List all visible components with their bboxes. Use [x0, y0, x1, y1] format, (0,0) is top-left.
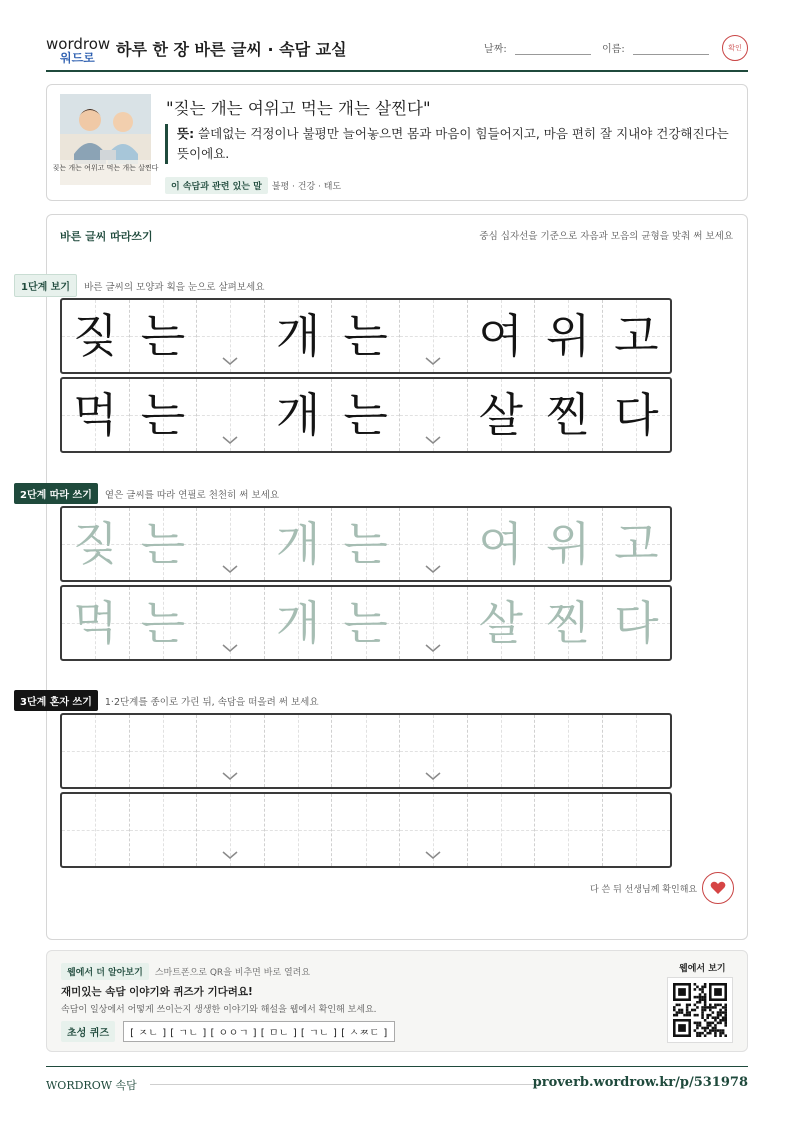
writing-cell[interactable]	[535, 508, 603, 580]
meaning-label: 뜻:	[177, 126, 195, 141]
writing-cell[interactable]	[197, 715, 265, 787]
word-space-chevron-icon	[221, 850, 239, 860]
writing-cell[interactable]	[535, 379, 603, 451]
word-space-chevron-icon	[221, 771, 239, 781]
writing-cell[interactable]	[400, 379, 468, 451]
writing-cell[interactable]	[265, 794, 333, 866]
writing-cell[interactable]	[197, 300, 265, 372]
writing-cell[interactable]	[332, 715, 400, 787]
writing-cell[interactable]	[400, 794, 468, 866]
writing-row[interactable]	[60, 377, 672, 453]
heart-icon	[710, 881, 726, 895]
word-space-chevron-icon	[221, 643, 239, 653]
logo-wordmark: wordrow	[46, 35, 111, 53]
word-space-chevron-icon	[424, 435, 442, 445]
writing-cell[interactable]	[467, 715, 535, 787]
writing-cell[interactable]	[400, 508, 468, 580]
model-character: 여	[478, 517, 523, 571]
model-character: 고	[614, 309, 659, 363]
word-space-chevron-icon	[424, 564, 442, 574]
quiz-label: 초성 퀴즈	[61, 1021, 115, 1042]
writing-cell[interactable]	[130, 587, 198, 659]
writing-cell[interactable]	[535, 715, 603, 787]
model-character: 살	[478, 388, 523, 442]
writing-cell[interactable]	[62, 715, 130, 787]
web-desc: 속담이 일상에서 어떻게 쓰이는지 생생한 이야기와 해설을 웹에서 확인해 보세요.	[61, 1005, 377, 1015]
step1-badge: 1단계 보기	[14, 274, 77, 297]
writing-cell[interactable]	[535, 587, 603, 659]
web-tag-desc: 스마트폰으로 QR을 비추면 바로 열려요	[154, 968, 311, 978]
practice-hint: 중심 십자선을 기준으로 자음과 모음의 균형을 맞춰 써 보세요	[479, 231, 733, 242]
writing-cell[interactable]	[332, 794, 400, 866]
writing-row[interactable]	[60, 792, 672, 868]
date-label: 날짜:	[484, 44, 507, 55]
practice-title: 바른 글씨 따라쓰기	[60, 230, 153, 243]
web-info-box	[46, 950, 748, 1052]
web-headline: 재미있는 속담 이야기와 퀴즈가 기다려요!	[61, 986, 253, 998]
word-space-chevron-icon	[424, 356, 442, 366]
model-character: 위	[546, 517, 591, 571]
writing-cell[interactable]	[467, 794, 535, 866]
writing-cell[interactable]	[467, 379, 535, 451]
model-character: 찐	[546, 388, 591, 442]
model-character: 는	[140, 517, 186, 571]
wordrow-logo	[46, 35, 110, 65]
writing-cell[interactable]	[602, 300, 670, 372]
writing-cell[interactable]	[602, 379, 670, 451]
writing-cell[interactable]	[265, 508, 333, 580]
writing-cell[interactable]	[130, 794, 198, 866]
web-tag: 웹에서 더 알아보기	[61, 963, 149, 980]
model-character: 는	[343, 517, 388, 571]
model-character: 다	[614, 596, 659, 650]
writing-cell[interactable]	[332, 587, 400, 659]
model-character: 위	[546, 309, 591, 363]
word-space-chevron-icon	[424, 771, 442, 781]
writing-cell[interactable]	[467, 300, 535, 372]
related-list: 불평 · 건강 · 태도	[271, 182, 342, 192]
related-label: 이 속담과 관련 있는 말	[165, 177, 268, 194]
model-character: 먹	[73, 388, 118, 442]
model-character: 개	[275, 596, 321, 650]
illustration-caption: 짖는 개는 여위고 먹는 개는 살찐다	[52, 164, 159, 172]
word-space-chevron-icon	[221, 356, 239, 366]
step3-badge: 3단계 혼자 쓰기	[14, 690, 98, 711]
writing-cell[interactable]	[62, 508, 130, 580]
writing-cell[interactable]	[197, 379, 265, 451]
word-space-chevron-icon	[221, 564, 239, 574]
logo-korean: 워드로	[60, 51, 95, 65]
writing-cell[interactable]	[602, 715, 670, 787]
writing-cell[interactable]	[197, 508, 265, 580]
writing-row[interactable]	[60, 298, 672, 374]
model-character: 는	[140, 309, 186, 363]
page-header	[46, 30, 748, 72]
writing-cell[interactable]	[400, 587, 468, 659]
date-line[interactable]	[515, 45, 591, 55]
writing-cell[interactable]	[265, 379, 333, 451]
proverb-card	[46, 84, 748, 201]
footer-url[interactable]: proverb.wordrow.kr/p/531978	[532, 1075, 748, 1090]
writing-cell[interactable]	[602, 587, 670, 659]
step3-header	[14, 690, 319, 711]
writing-row[interactable]	[60, 585, 672, 661]
date-field[interactable]	[484, 40, 591, 55]
writing-cell[interactable]	[332, 508, 400, 580]
writing-cell[interactable]	[332, 300, 400, 372]
quiz-box: [ ㅈㄴ ] [ ㄱㄴ ] [ ㅇㅇㄱ ] [ ㅁㄴ ] [ ㄱㄴ ] [ ㅅㅉㄷ ]	[123, 1021, 395, 1042]
model-character: 는	[343, 388, 388, 442]
word-space-chevron-icon	[221, 435, 239, 445]
writing-cell[interactable]	[130, 715, 198, 787]
word-space-chevron-icon	[424, 850, 442, 860]
writing-cell[interactable]	[535, 794, 603, 866]
proverb-illustration	[52, 94, 159, 185]
step1-header	[14, 274, 264, 297]
model-character: 여	[478, 309, 523, 363]
step1-desc: 바른 글씨의 모양과 획을 눈으로 살펴보세요	[84, 281, 265, 293]
meaning-text: 쓸데없는 걱정이나 불평만 늘어놓으면 몸과 마음이 힘들어지고, 마음 편히 잘 지내야 건강해진다는 뜻이에요.	[177, 126, 729, 161]
name-label: 이름:	[602, 44, 625, 55]
writing-cell[interactable]	[130, 379, 198, 451]
model-character: 살	[478, 596, 523, 650]
writing-cell[interactable]	[332, 379, 400, 451]
qr-code[interactable]	[667, 977, 733, 1043]
model-character: 고	[614, 517, 659, 571]
qr-code-icon	[673, 983, 727, 1037]
writing-cell[interactable]	[265, 300, 333, 372]
model-character: 다	[614, 388, 659, 442]
page-footer	[46, 1066, 748, 1100]
model-character: 개	[275, 309, 321, 363]
step3-desc: 1·2단계를 종이로 가린 뒤, 속담을 떠올려 써 보세요	[104, 696, 319, 708]
writing-cell[interactable]	[130, 300, 198, 372]
illustration-image	[52, 94, 159, 185]
qr-label: 웹에서 보기	[679, 964, 726, 974]
writing-cell[interactable]	[602, 508, 670, 580]
writing-cell[interactable]	[602, 794, 670, 866]
model-character: 찐	[546, 596, 591, 650]
name-field[interactable]	[602, 40, 709, 55]
writing-cell[interactable]	[265, 715, 333, 787]
word-space-chevron-icon	[424, 643, 442, 653]
footer-rule	[150, 1084, 540, 1085]
check-stamp: 확인	[722, 35, 748, 61]
step2-badge: 2단계 따라 쓰기	[14, 483, 98, 504]
model-character: 는	[140, 388, 186, 442]
proverb-title: "짖는 개는 여위고 먹는 개는 살찐다"	[166, 99, 431, 118]
writing-cell[interactable]	[62, 379, 130, 451]
writing-cell[interactable]	[467, 587, 535, 659]
writing-cell[interactable]	[197, 794, 265, 866]
footer-brand: WORDROW 속담	[46, 1079, 137, 1092]
heart-stamp-icon	[702, 872, 734, 904]
check-note: 다 쓴 뒤 선생님께 확인해요	[590, 885, 698, 895]
writing-row[interactable]	[60, 506, 672, 582]
writing-cell[interactable]	[62, 794, 130, 866]
writing-cell[interactable]	[467, 508, 535, 580]
writing-cell[interactable]	[535, 300, 603, 372]
model-character: 개	[275, 388, 321, 442]
model-character: 는	[140, 596, 186, 650]
related-words	[165, 177, 341, 194]
writing-cell[interactable]	[265, 587, 333, 659]
writing-cell[interactable]	[130, 508, 198, 580]
writing-cell[interactable]	[197, 587, 265, 659]
proverb-meaning	[165, 124, 735, 164]
model-character: 는	[343, 309, 388, 363]
step2-header	[14, 483, 279, 504]
writing-row[interactable]	[60, 713, 672, 789]
model-character: 개	[275, 517, 321, 571]
writing-cell[interactable]	[400, 715, 468, 787]
web-tagline	[61, 963, 310, 980]
model-character: 는	[343, 596, 388, 650]
model-character: 먹	[73, 596, 118, 650]
step2-desc: 옅은 글씨를 따라 연필로 천천히 써 보세요	[104, 489, 280, 501]
page-title: 하루 한 장 바른 글씨 · 속담 교실	[116, 40, 347, 59]
writing-cell[interactable]	[62, 587, 130, 659]
model-character: 짖	[73, 309, 118, 363]
writing-cell[interactable]	[400, 300, 468, 372]
writing-cell[interactable]	[62, 300, 130, 372]
model-character: 짖	[73, 517, 118, 571]
name-line[interactable]	[633, 45, 709, 55]
chosung-quiz	[61, 1021, 395, 1042]
